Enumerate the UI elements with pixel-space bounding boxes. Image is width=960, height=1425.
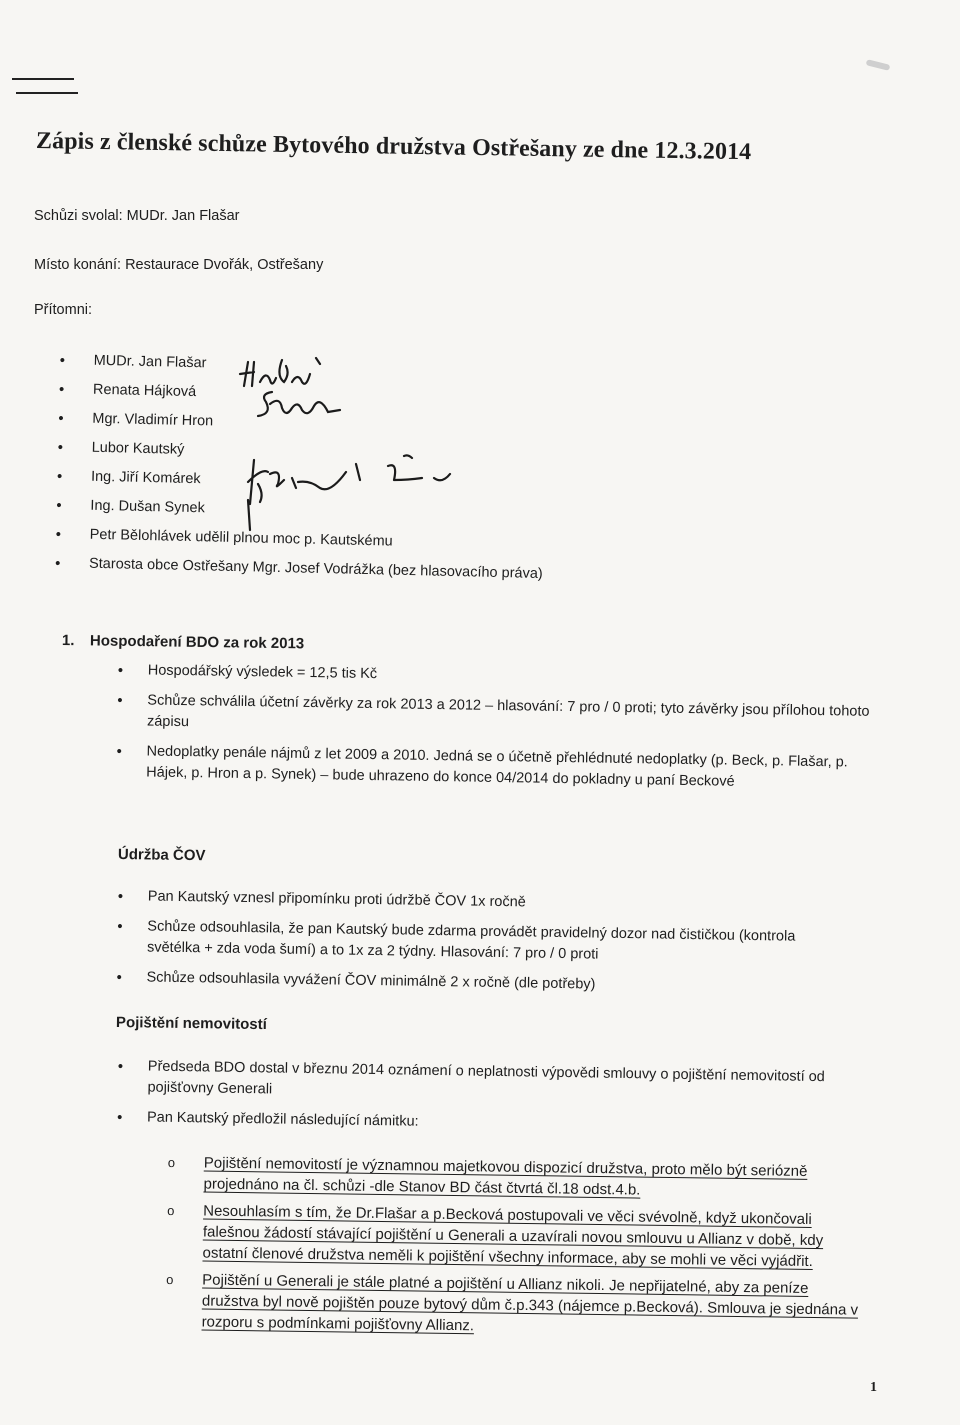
- objection-item: [165, 1269, 866, 1342]
- section-1-points: [116, 660, 890, 804]
- convened-by: Schůzi svolal: MUDr. Jan Flašar: [34, 208, 240, 224]
- insurance-point: • Předseda BDO dostal v březnu 2014 oznámení o neplatnosti výpovědi smlouvy o pojištění nemovitostí od pojišťovny Generali: [117, 1056, 830, 1109]
- attendee-item: • Mgr. Vladimír Hron: [58, 404, 546, 444]
- attendee-item: • MUDr. Jan Flašar: [59, 346, 547, 386]
- present-label: Přítomni:: [34, 302, 93, 318]
- cov-point: • Schůze odsouhlasila, že pan Kautský bude zdarma provádět pravidelný dozor nad čističkou (kontrola světélka + zda voda šumí) a to 1x za 2 týdny. Hlasování: 7 pro / 0 proti: [117, 916, 840, 969]
- cov-point: • Pan Kautský vznesl připomínku proti údržbě ČOV 1x ročně: [118, 886, 840, 918]
- objection-text: Nesouhlasím s tím, že Dr.Flašar a p.Becková postupovali ve věci svévolně, když ukončovali falešnou žádostí stávající pojištění u Generali a uzavírali novou smlouvu u Allianz v době, kdy ostatní členové družstva neměli k pojištění všechny informace, aby se mohli ve věci vyjádřit.: [202, 1202, 824, 1271]
- attendee-list: [55, 346, 548, 589]
- page-number: 1: [870, 1380, 877, 1395]
- cov-heading: Údržba ČOV: [117, 846, 206, 865]
- insurance-points: [117, 1056, 830, 1148]
- attendee-item: • Starosta obce Ostřešany Mgr. Josef Vodrážka (bez hlasovacího práva): [55, 549, 543, 589]
- section-1-title: Hospodaření BDO za rok 2013: [89, 632, 305, 653]
- insurance-heading: Pojištění nemovitostí: [115, 1014, 267, 1034]
- objection-item: [166, 1200, 867, 1273]
- objection-list: [165, 1152, 868, 1348]
- section-1-point: • Schůze schválila účetní závěrky za rok 2013 a 2012 – hlasování: 7 pro / 0 proti; tyto závěrky jsou přílohou tohoto zápisu: [117, 690, 890, 744]
- attendee-item: • Ing. Dušan Synek: [56, 491, 544, 531]
- meeting-venue: Místo konání: Restaurace Dvořák, Ostřešany: [34, 257, 324, 273]
- objection-item: [167, 1152, 868, 1204]
- attendee-item: • Ing. Jiří Komárek: [57, 462, 545, 502]
- attendee-item: • Renata Hájková: [59, 375, 547, 415]
- document-title: Zápis z členské schůze Bytového družstva Ostřešany ze dne 12.3.2014: [35, 128, 752, 166]
- attendee-item: • Petr Bělohlávek udělil plnou moc p. Kautskému: [55, 520, 543, 560]
- scan-smudge: [866, 59, 891, 71]
- objection-text: Pojištění nemovitostí je významnou majetkovou dispozicí družstva, proto mělo být seriózně projednáno na čl. schůzi -dle Stanov BD část čtvrtá čl.18 odst.4.b.: [203, 1154, 808, 1199]
- section-1-point: • Hospodářský výsledek = 12,5 tis Kč: [118, 660, 890, 693]
- cov-point: • Schůze odsouhlasila vyvážení ČOV minimálně 2 x ročně (dle potřeby): [116, 967, 838, 999]
- section-1-number: 1.: [61, 632, 75, 650]
- section-1-heading: [62, 632, 304, 652]
- insurance-point: • Pan Kautský předložil následující námitku:: [117, 1107, 829, 1139]
- attendee-item: • Lubor Kautský: [57, 433, 545, 473]
- section-1-point: • Nedoplatky penále nájmů z let 2009 a 2010. Jedná se o účetně přehlédnuté nedoplatky (p. Beck, p. Flašar, p. Hájek, p. Hron a p. Synek) – bude uhrazeno do konce 04/2014 do pokladny u paní Beckové: [116, 741, 889, 795]
- cov-points: [116, 886, 840, 1008]
- objection-text: Pojištění u Generali je stále platné a pojištění u Allianz nikoli. Je nepřijatelné, aby za peníze družstva byl nově pojištěn pouze bytový dům č.p.343 (nájemce p.Becková). Smlouva je sjednána v rozporu s podmínkami pojišťovny Allianz.: [201, 1271, 859, 1335]
- corner-binding-mark: [12, 78, 78, 96]
